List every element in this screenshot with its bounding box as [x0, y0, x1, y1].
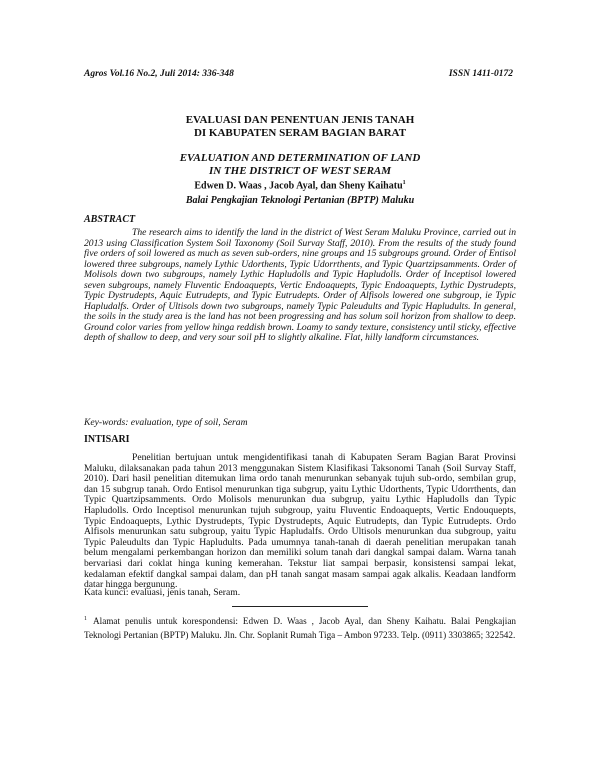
title-indonesian: [84, 114, 516, 140]
intisari-text: Penelitian bertujuan untuk mengidentifikasi tanah di Kabupaten Seram Bagian Barat Provinsi Maluku, dilaksanakan pada tahun 2013 menggunakan Sistem Klasifikasi Taksonomi Tanah (Soil Survay Staff, 2010). Dari hasil penelitian ditemukan lima ordo tanah menurunkan sebanyak tujuh sub-ordo, sembilan grup, dan 15 subgrup tanah. Ordo Entisol menurunkan tiga subgrup, yaitu Lythic Udorthents, Typic Udorrthents, dan Typic Quartzipsamments. Ordo Molisols menurunkan dua subgrup, yaitu Lythic Hapludolls dan Typic Hapludolls. Ordo Inceptisol menurunkan tujuh subgroup, yaitu Fluventic Endoaquepts, Vertic Endouquepts, Typic Endoaquepts, Lythic Dystrudepts, Typic Dystrudepts, Aquic Eutrudepts, dan Typic Eutrudepts. Ordo Alfisols menurunkan satu subgroup, yaitu Typic Hapludalfs. Ordo Ultisols menurunkan dua subgroup, yaitu Typic Paleudults dan Typic Hapludults. Pada umumnya tanah-tanah di daerah penelitian merupakan tanah belum mengalami perkembangan horizon dan memiliki solum tanah dari dangkal sampai dalam. Warna tanah bervariasi dari coklat hinga kuning kemerahan. Tekstur liat sampai berpasir, konsistensi sampai lekat, kedalaman efektif dangkal sampai dalam, dan pH tanah sangat masam sampai agak alkalis. Keadaan landform datar hingga bergunung.: [84, 452, 516, 591]
abstract-text: The research aims to identify the land in the district of West Seram Maluku Province, carried out in 2013 using Classification System Soil Taxonomy (Soil Survay Staff, 2010). From the results of the study found five orders of soil lowered as much as seven sub-orders, nine groups and 15 subgroups ground. Order of Entisol lowered three subgroups, namely Lythic Udorthents, Typic Udorrthents, and Typic Quartzipsamments. Order of Molisols down two subgroups, namely Lythic Hapludolls and Typic Hapludolls. Order of Inceptisol lowered seven subgroups, namely Fluventic Endoaquepts, Vertic Endoaquepts, Typic Endoaquepts, Lythic Dystrudepts, Typic Dystrudepts, Aquic Eutrudepts, and Typic Eutrudepts. Order of Alfisols lowered one subgroup, ie Typic Hapludalfs. Order of Ultisols down two subgroups, namely Typic Paleudults and Typic Hapludults. In general, the soils in the study area is the land has not been progressing and has solum soil horizon from shallow to deep. Ground color varies from yellow hinga reddish brown. Loamy to sandy texture, consistency until sticky, effective depth of shallow to deep, and very sour soil pH to slightly alkaline. Flat, hilly landform circumstances.: [84, 227, 516, 343]
journal-header: Agros Vol.16 No.2, Juli 2014: 336-348: [84, 69, 234, 79]
abstract-keywords: Key-words: evaluation, type of soil, Seram: [84, 417, 248, 428]
author-names: Edwen D. Waas , Jacob Ayal, dan Sheny Kaihatu: [194, 180, 403, 192]
correspondence-footnote: [84, 612, 516, 642]
author-list: [84, 180, 516, 191]
author-footnote-mark: 1: [402, 180, 406, 186]
title-indonesian-line2: DI KABUPATEN SERAM BAGIAN BARAT: [193, 127, 407, 139]
issn-header: ISSN 1411-0172: [448, 69, 513, 79]
intisari-heading: INTISARI: [84, 434, 130, 445]
abstract-heading: ABSTRACT: [84, 214, 136, 225]
footnote-mark: 1: [84, 616, 87, 622]
title-indonesian-line1: EVALUASI DAN PENENTUAN JENIS TANAH: [185, 114, 415, 126]
footnote-text: Alamat penulis untuk korespondensi: Edwen D. Waas , Jacob Ayal, dan Sheny Kaihatu. Balai Pengkajian Teknologi Pertanian (BPTP) Maluku. Jln. Chr. Soplanit Rumah Tiga – Ambon 97233. Telp. (0911) 3303865; 322542.: [84, 616, 516, 641]
title-english-line1: EVALUATION AND DETERMINATION OF LAND: [179, 152, 421, 164]
footnote-divider: [232, 606, 368, 607]
intisari-keywords: Kata kunci: evaluasi, jenis tanah, Seram.: [84, 587, 241, 598]
title-english: [84, 152, 516, 178]
author-affiliation: Balai Pengkajian Teknologi Pertanian (BPTP) Maluku: [185, 195, 415, 206]
title-english-line2: IN THE DISTRICT OF WEST SERAM: [208, 165, 392, 177]
